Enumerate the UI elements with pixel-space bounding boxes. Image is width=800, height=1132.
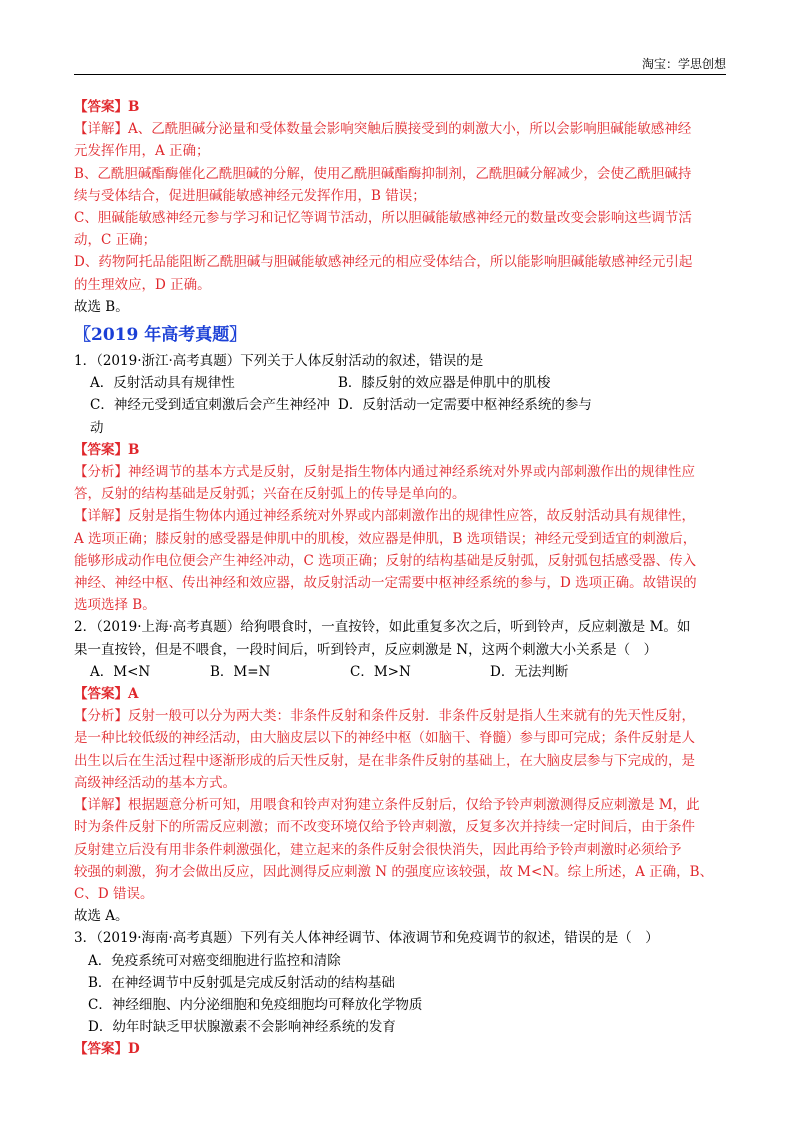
q2-detail-line: 时为条件反射下的所需反应刺激；而不改变环境仅给予铃声刺激，反复多次并持续一定时间后，由于条件: [74, 819, 695, 836]
q1-option-b: B．膝反射的效应器是伸肌中的肌梭: [338, 375, 551, 392]
q2-analysis-line: 是一种比较低级的神经活动，由大脑皮层以下的神经中枢（如脑干、脊髓）参与即可完成；条件反射是人: [74, 730, 695, 747]
q3-answer: 【答案】D: [74, 1041, 140, 1058]
prev-detail-line: 续与受体结合，促进胆碱能敏感神经元发挥作用，B 错误；: [74, 187, 426, 204]
q2-option-d: D．无法判断: [490, 663, 569, 680]
q2-detail-line: 【详解】根据题意分析可知，用喂食和铃声对狗建立条件反射后，仅给予铃声刺激测得反应刺激是 M，此: [74, 797, 700, 814]
prev-detail-line: 动，C 正确；: [74, 232, 157, 249]
page-header: [74, 52, 726, 75]
prev-detail-line: D、药物阿托品能阻断乙酰胆碱与胆碱能敏感神经元的相应受体结合，所以能影响胆碱能敏感神经元引起: [74, 254, 693, 271]
page-content: [74, 96, 728, 1061]
q1-option-a: A．反射活动具有规律性: [90, 375, 235, 392]
q1-analysis-line: 答，反射的结构基础是反射弧；兴奋在反射弧上的传导是单向的。: [74, 486, 466, 503]
q2-answer: 【答案】A: [74, 686, 139, 703]
q2-detail-line: 较强的刺激，狗才会做出反应，因此测得反应刺激 N 的强度应该较强，故 M<N。综上所述，A 正确，B、: [74, 863, 714, 880]
q1-detail-line: 【详解】反射是指生物体内通过神经系统对外界或内部刺激作出的规律性应答，故反射活动具有规律性，: [74, 508, 695, 525]
header-source: 淘宝：学思创想: [641, 57, 726, 71]
q1-detail-line: 能够形成动作电位便会产生神经冲动，C 选项正确；反射的结构基础是反射弧，反射弧包括感受器、传入: [74, 552, 697, 569]
q2-conclusion: 故选 A。: [74, 908, 129, 925]
prev-conclusion: 故选 B。: [74, 298, 129, 315]
q1-answer: 【答案】B: [74, 441, 140, 458]
q2-options-row: [74, 661, 728, 683]
prev-detail-line: 【详解】A、乙酰胆碱分泌量和受体数量会影响突触后膜接受到的刺激大小，所以会影响胆碱能敏感神经: [74, 121, 692, 138]
prev-detail-line: 元发挥作用，A 正确；: [74, 143, 210, 160]
prev-detail-line: 的生理效应，D 正确。: [74, 276, 211, 293]
section-title: 〖2019 年高考真题〗: [74, 325, 247, 346]
q3-option-c: C．神经细胞、内分泌细胞和免疫细胞均可释放化学物质: [88, 996, 423, 1013]
q1-stem: 1．（2019·浙江·高考真题）下列关于人体反射活动的叙述，错误的是: [74, 353, 484, 370]
q1-options-row: [74, 394, 728, 438]
q2-detail-line: C、D 错误。: [74, 885, 154, 902]
q1-option-c: C．神经元受到适宜刺激后会产生神经冲动: [90, 397, 330, 436]
prev-detail-line: C、胆碱能敏感神经元参与学习和记忆等调节活动，所以胆碱能敏感神经元的数量改变会影响这些调节活: [74, 210, 692, 227]
q2-analysis-line: 【分析】反射一般可以分为两大类：非条件反射和条件反射．非条件反射是指人生来就有的先天性反射，: [74, 708, 695, 725]
q1-option-d: D．反射活动一定需要中枢神经系统的参与: [338, 397, 592, 414]
prev-detail-line: B、乙酰胆碱酯酶催化乙酰胆碱的分解，使用乙酰胆碱酯酶抑制剂，乙酰胆碱分解减少，会使乙酰胆碱持: [74, 165, 692, 182]
q3-option-d: D．幼年时缺乏甲状腺激素不会影响神经系统的发育: [88, 1019, 396, 1036]
q1-detail-line: 神经、神经中枢、传出神经和效应器，故反射活动一定需要中枢神经系统的参与，D 选项正确。故错误的: [74, 575, 697, 592]
q2-stem-line: 果一直按铃，但是不喂食，一段时间后，听到铃声，反应刺激是 N，这两个刺激大小关系是（ ）: [74, 641, 658, 658]
q2-analysis-line: 高级神经活动的基本方式。: [74, 774, 236, 791]
q1-detail-line: 选项选择 B。: [74, 597, 156, 614]
q2-stem-line: 2．（2019·上海·高考真题）给狗喂食时，一直按铃，如此重复多次之后，听到铃声，反应刺激是 M。如: [74, 619, 691, 636]
q3-option-b: B．在神经调节中反射弧是完成反射活动的结构基础: [88, 974, 395, 991]
q1-options-row: [74, 372, 728, 394]
q2-option-a: A．M<N: [90, 663, 151, 680]
q1-detail-line: A 选项正确；膝反射的感受器是伸肌中的肌梭，效应器是伸肌，B 选项错误；神经元受到适宜的刺激后，: [74, 530, 697, 547]
q3-option-a: A．免疫系统可对癌变细胞进行监控和清除: [88, 952, 341, 969]
prev-answer: 【答案】B: [74, 99, 140, 115]
q1-analysis-line: 【分析】神经调节的基本方式是反射，反射是指生物体内通过神经系统对外界或内部刺激作出的规律性应: [74, 464, 695, 481]
q2-analysis-line: 出生以后在生活过程中逐渐形成的后天性反射，是在非条件反射的基础上，在大脑皮层参与下完成的，是: [74, 752, 695, 769]
q2-option-c: C．M>N: [350, 663, 411, 680]
q2-option-b: B．M=N: [210, 663, 271, 680]
q2-detail-line: 反射建立后没有用非条件刺激强化，建立起来的条件反射会很快消失，因此再给予铃声刺激时必须给予: [74, 841, 682, 858]
q3-stem: 3．（2019·海南·高考真题）下列有关人体神经调节、体液调节和免疫调节的叙述，错误的是（ ）: [74, 930, 659, 947]
